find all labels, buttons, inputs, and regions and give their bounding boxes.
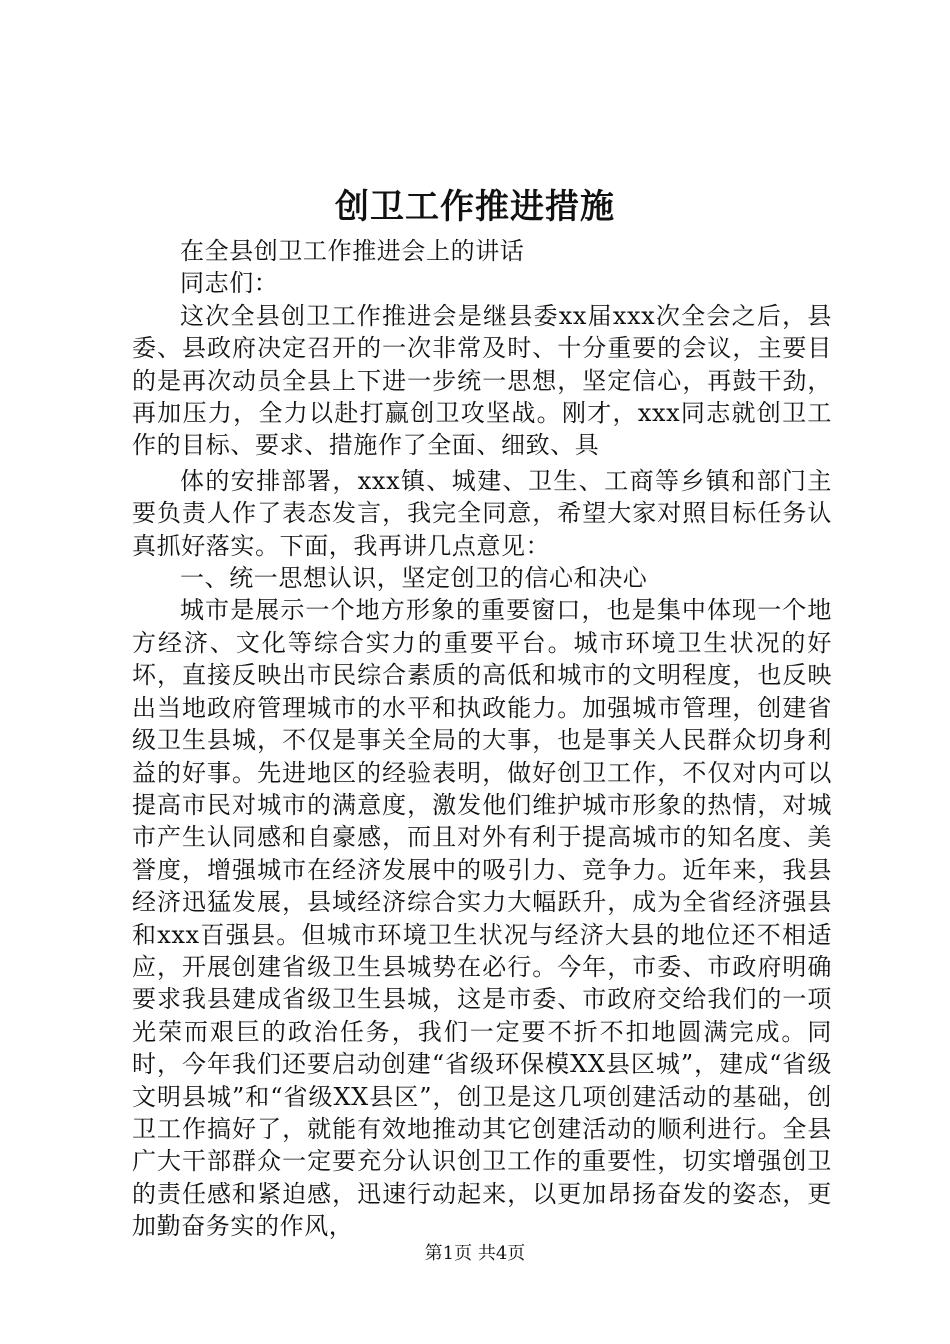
section-heading-1: 一、统一思想认识，坚定创卫的信心和决心 (180, 564, 648, 593)
document-title: 创卫工作推进措施 (335, 187, 615, 227)
paragraph-intro: 这次全县创卫工作推进会是继县委xx届xxx次全会之后，县委、县政府决定召开的一次非常及时、十分重要的会议，主要目的是再次动员全县上下进一步统一思想，坚定信心，再鼓干劲，再加压力，全力以赴打赢创卫攻坚战。刚才，xxx同志就创卫工作的目标、要求、措施作了全面、细致、具 (132, 301, 832, 460)
document-body (132, 235, 832, 1243)
speech-subtitle: 在全县创卫工作推进会上的讲话 (180, 237, 525, 265)
paragraph-section-1: 城市是展示一个地方形象的重要窗口，也是集中体现一个地方经济、文化等综合实力的重要平台。城市环境卫生状况的好坏，直接反映出市民综合素质的高低和城市的文明程度，也反映出当地政府管理城市的水平和执政能力。加强城市管理，创建省级卫生县城，不仅是事关全局的大事，也是事关人民群众切身利益的好事。先进地区的经验表明，做好创卫工作，不仅对内可以提高市民对城市的满意度，激发他们维护城市形象的热情，对城市产生认同感和自豪感，而且对外有利于提高城市的知名度、美誉度，增强城市在经济发展中的吸引力、竞争力。近年来，我县经济迅猛发展，县域经济综合实力大幅跃升，成为全省经济强县和xxx百强县。但城市环境卫生状况与经济大县的地位还不相适应，开展创建省级卫生县城势在必行。今年，市委、市政府明确要求我县建成省级卫生县城，这是市委、市政府交给我们的一项光荣而艰巨的政治任务，我们一定要不折不扣地圆满完成。同时，今年我们还要启动创建“省级环保模XX县区城”，建成“省级文明县城”和“省级XX县区”，创卫是这几项创建活动的基础，创卫工作搞好了，就能有效地推动其它创建活动的顺利进行。全县广大干部群众一定要充分认识创卫工作的重要性，切实增强创卫的责任感和紧迫感，迅速行动起来，以更加昂扬奋发的姿态，更加勤奋务实的作风， (132, 596, 832, 1241)
salutation: 同志们： (180, 269, 279, 298)
paragraph-arrangement: 体的安排部署，xxx镇、城建、卫生、工商等乡镇和部门主要负责人作了表态发言，我完全同意，希望大家对照目标任务认真抓好落实。下面，我再讲几点意见： (132, 466, 832, 560)
page-footer: 第1页 共4页 (424, 1243, 526, 1264)
